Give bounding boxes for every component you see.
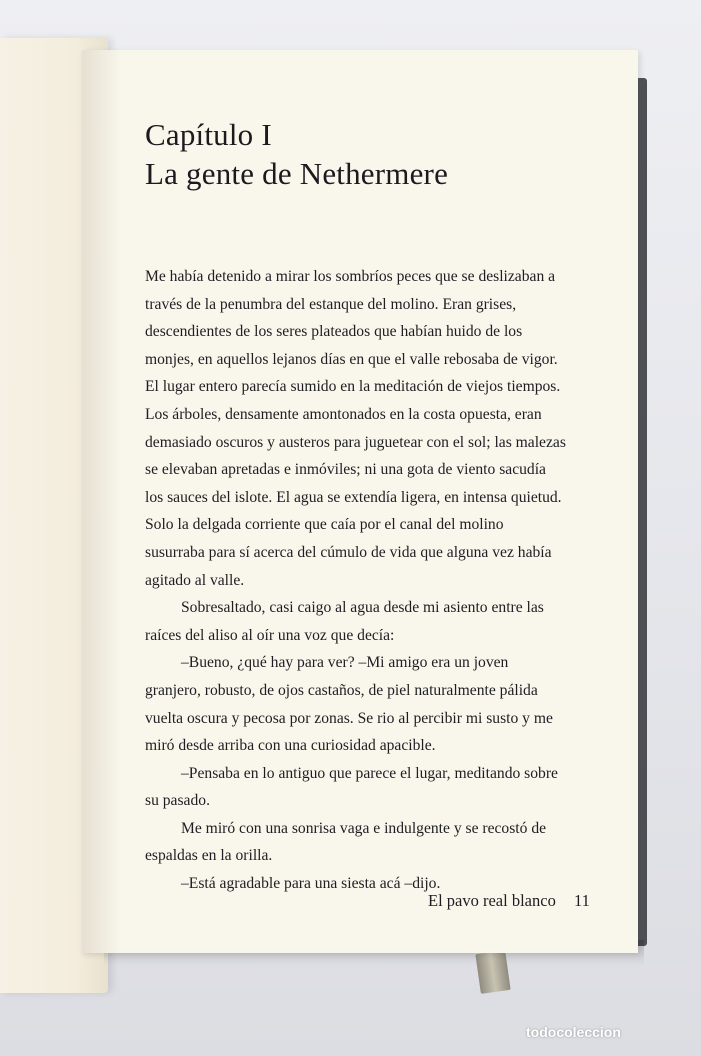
- chapter-heading: [145, 115, 448, 193]
- chapter-title: La gente de Nethermere: [145, 156, 449, 191]
- paragraph: –Pensaba en lo antiguo que parece el lugar, meditando sobre su pasado.: [145, 764, 558, 810]
- page-body: [145, 263, 567, 898]
- book-title: El pavo real blanco: [428, 891, 556, 910]
- paragraph: Me miró con una sonrisa vaga e indulgente y se recostó de espaldas en la orilla.: [145, 819, 547, 865]
- running-footer: [428, 891, 590, 911]
- page-gutter: [82, 50, 122, 953]
- paragraph: –Está agradable para una siesta acá –dijo.: [181, 875, 441, 893]
- chapter-number: Capítulo I: [145, 117, 272, 152]
- paragraph: Sobresaltado, casi caigo al agua desde mi asiento entre las raíces del aliso al oír una voz que decía:: [145, 599, 544, 644]
- page-number: 11: [573, 891, 590, 910]
- paragraph: –Bueno, ¿qué hay para ver? –Mi amigo era un joven granjero, robusto, de ojos castaños, de piel naturalmente pálida vuelta oscura y pecosa por zonas. Se rio al percibir mi susto y me miró desde arriba con una curiosidad apacible.: [145, 654, 553, 755]
- paragraph: Me había detenido a mirar los sombríos peces que se deslizaban a través de la penumbra del estanque del molino. Eran grises, descendientes de los seres plateados que habían huido de los monjes, en aquellos lejanos días en que el valle rebosaba de vigor. El lugar entero parecía sumido en la meditación de viejos tiempos. Los árboles, densamente amontonados en la costa opuesta, eran demasiado oscuros y austeros para juguetear con el sol; las malezas se elevaban apretadas e inmóviles; ni una gota de viento sacudía los sauces del islote. El agua se extendía ligera, en intensa quietud. Solo la delgada corriente que caía por el canal del molino susurraba para sí acerca del cúmulo de vida que alguna vez había agitado al valle.: [145, 268, 566, 589]
- watermark: todocoleccion: [526, 1024, 621, 1040]
- bookmark-ribbon: [475, 950, 510, 994]
